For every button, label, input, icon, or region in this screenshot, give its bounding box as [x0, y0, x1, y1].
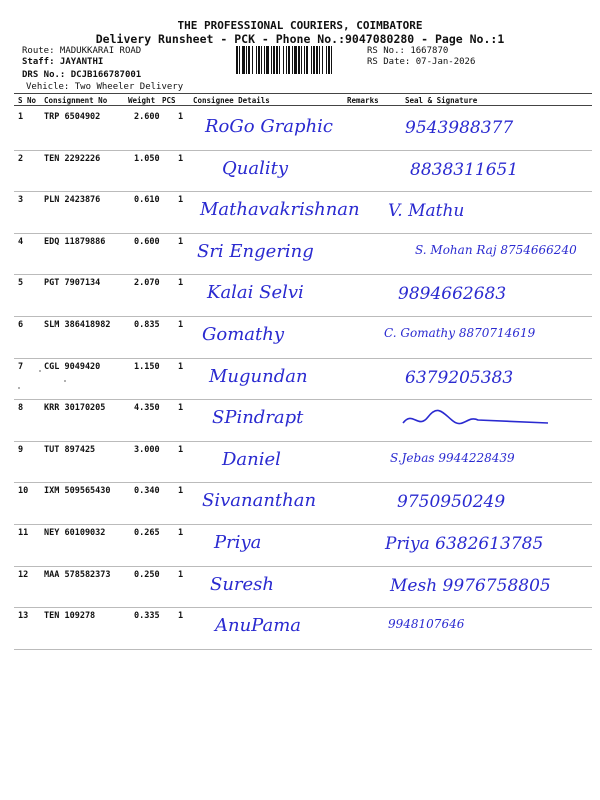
row-pcs: 1 — [178, 486, 184, 497]
row-pcs: 1 — [178, 278, 184, 289]
row-pcs: 1 — [178, 153, 184, 164]
row-consignee-handwriting: Gomathy — [202, 324, 285, 345]
row-divider — [14, 399, 592, 400]
col-consignment-header: Consignment No — [44, 96, 108, 105]
row-signature-handwriting: 9750950249 — [397, 492, 506, 513]
row-divider — [14, 358, 592, 359]
row-divider — [14, 607, 592, 608]
row-weight: 4.350 — [134, 403, 160, 414]
row-signature-handwriting: Mesh 9976758805 — [390, 575, 551, 596]
row-weight: 0.340 — [134, 486, 160, 497]
scan-speck — [18, 387, 20, 389]
route-label: Route: MADUKKARAI ROAD — [22, 46, 142, 56]
company-name: THE PROFESSIONAL COURIERS, COIMBATORE — [177, 19, 423, 32]
row-weight: 0.610 — [134, 195, 160, 206]
row-pcs: 1 — [178, 444, 184, 455]
row-consignee-handwriting: Sri Engering — [197, 240, 314, 262]
row-consignee-handwriting: Mugundan — [209, 365, 308, 387]
row-consignment-no: CGL 9049420 — [44, 361, 101, 372]
col-remarks-header: Remarks — [347, 96, 379, 105]
row-sno: 10 — [18, 486, 29, 497]
row-pcs: 1 — [178, 611, 184, 622]
col-consignee-header: Consignee Details — [193, 96, 270, 105]
row-signature-handwriting: 9543988377 — [405, 118, 514, 138]
vehicle-label: Vehicle: Two Wheeler Delivery — [26, 82, 184, 92]
row-sno: 12 — [18, 569, 29, 580]
row-signature-handwriting: V. Mathu — [388, 201, 465, 222]
row-consignee-handwriting: Suresh — [210, 573, 275, 595]
row-consignment-no: IXM 509565430 — [44, 486, 111, 497]
row-sno: 4 — [18, 236, 24, 247]
row-divider — [14, 649, 592, 650]
col-sno-header: S No — [18, 96, 37, 105]
header-bottom-rule — [14, 105, 592, 106]
row-divider — [14, 316, 592, 317]
row-sno: 11 — [18, 528, 29, 538]
row-pcs: 1 — [178, 569, 184, 580]
row-consignment-no: PGT 7907134 — [44, 278, 101, 289]
row-consignment-no: NEY 60109032 — [44, 528, 106, 538]
row-consignee-handwriting: RoGo Graphic — [205, 116, 333, 137]
drs-number: DRS No.: DCJB166787001 — [22, 70, 142, 80]
header-top-rule — [14, 93, 592, 94]
row-weight: 0.250 — [134, 569, 160, 580]
row-pcs: 1 — [178, 236, 184, 247]
staff-label: Staff: JAYANTHI — [22, 57, 104, 67]
row-pcs: 1 — [178, 195, 184, 206]
row-weight: 1.050 — [134, 153, 160, 164]
row-divider — [14, 191, 592, 192]
row-sno: 9 — [18, 444, 24, 455]
row-signature-handwriting: 8838311651 — [410, 159, 519, 180]
row-consignee-handwriting: Mathavakrishnan — [200, 199, 360, 221]
row-consignee-handwriting: AnuPama — [215, 615, 302, 637]
row-divider — [14, 150, 592, 151]
row-weight: 1.150 — [134, 361, 160, 372]
row-weight: 0.335 — [134, 611, 160, 622]
row-consignment-no: KRR 30170205 — [44, 403, 106, 414]
row-consignee-handwriting: SPindrapt — [212, 407, 304, 429]
row-divider — [14, 482, 592, 483]
row-consignment-no: SLM 386418982 — [44, 320, 111, 330]
row-divider — [14, 524, 592, 525]
row-consignment-no: EDQ 11879886 — [44, 236, 106, 247]
row-pcs: 1 — [178, 320, 184, 330]
row-weight: 0.835 — [134, 320, 160, 330]
row-signature-handwriting: C. Gomathy 8870714619 — [384, 326, 536, 340]
row-pcs: 1 — [178, 403, 184, 414]
row-weight: 2.600 — [134, 112, 160, 122]
row-signature-handwriting: 9948107646 — [388, 617, 465, 632]
scribble-signature-icon — [398, 405, 558, 435]
row-consignee-handwriting: Sivananthan — [202, 490, 317, 512]
row-pcs: 1 — [178, 112, 184, 122]
row-divider — [14, 566, 592, 567]
row-sno: 1 — [18, 112, 24, 122]
col-signature-header: Seal & Signature — [405, 96, 478, 105]
row-weight: 0.600 — [134, 236, 160, 247]
row-consignment-no: MAA 578582373 — [44, 569, 111, 580]
row-signature-handwriting: 6379205383 — [405, 367, 514, 388]
barcode-icon — [236, 46, 363, 74]
col-pcs-header: PCS — [162, 96, 176, 105]
rs-number: RS No.: 1667870 — [367, 46, 449, 56]
row-divider — [14, 274, 592, 275]
scan-speck — [64, 380, 66, 382]
row-sno: 6 — [18, 320, 24, 330]
row-weight: 2.070 — [134, 278, 160, 289]
row-consignee-handwriting: Priya — [214, 532, 262, 553]
row-divider — [14, 441, 592, 442]
row-sno: 8 — [18, 403, 24, 414]
row-consignment-no: TEN 109278 — [44, 611, 96, 622]
row-sno: 3 — [18, 195, 24, 206]
row-consignment-no: TEN 2292226 — [44, 153, 101, 164]
row-consignment-no: TUT 897425 — [44, 444, 96, 455]
row-consignee-handwriting: Kalai Selvi — [207, 282, 304, 304]
row-consignee-handwriting: Quality — [222, 157, 288, 179]
row-consignee-handwriting: Daniel — [222, 448, 281, 470]
scan-speck — [39, 370, 41, 372]
row-sno: 5 — [18, 278, 24, 289]
row-sno: 13 — [18, 611, 29, 622]
row-signature-handwriting: Priya 6382613785 — [385, 534, 544, 554]
row-pcs: 1 — [178, 361, 184, 372]
col-weight-header: Weight — [128, 96, 156, 105]
row-divider — [14, 233, 592, 234]
row-consignment-no: TRP 6504902 — [44, 112, 101, 122]
row-signature-handwriting: S.Jebas 9944228439 — [390, 450, 515, 465]
row-sno: 2 — [18, 153, 24, 164]
row-consignment-no: PLN 2423876 — [44, 195, 101, 206]
rs-date: RS Date: 07-Jan-2026 — [367, 57, 476, 67]
row-pcs: 1 — [178, 528, 184, 538]
runsheet-subtitle: Delivery Runsheet - PCK - Phone No.:9047080280 - Page No.:1 — [95, 32, 505, 46]
row-weight: 0.265 — [134, 528, 160, 538]
row-weight: 3.000 — [134, 444, 160, 455]
row-signature-handwriting: S. Mohan Raj 8754666240 — [415, 242, 577, 257]
row-sno: 7 — [18, 361, 24, 372]
row-signature-handwriting: 9894662683 — [398, 284, 507, 305]
